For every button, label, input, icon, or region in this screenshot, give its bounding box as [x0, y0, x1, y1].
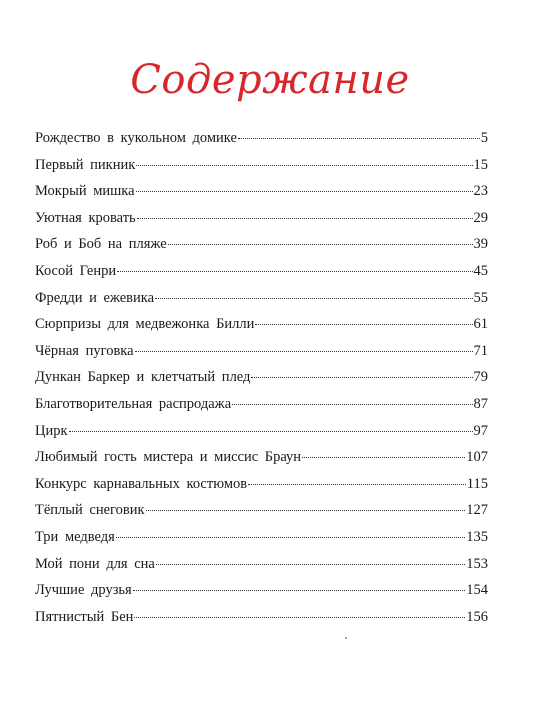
toc-entry-title: Цирк [35, 422, 68, 439]
toc-entry [35, 157, 488, 184]
table-of-contents [35, 130, 488, 635]
toc-entry [35, 529, 488, 556]
dot-leader [302, 457, 465, 458]
dot-leader [137, 218, 473, 219]
toc-entry-title: Дункан Баркер и клетчатый плед [35, 369, 251, 386]
toc-entry-title: Благотворительная распродажа [35, 395, 232, 412]
dot-leader [134, 617, 465, 618]
toc-entry [35, 210, 488, 237]
toc-entry [35, 369, 488, 396]
toc-entry-page: 71 [473, 342, 488, 359]
toc-entry [35, 582, 488, 609]
toc-entry [35, 130, 488, 157]
toc-entry-page: 97 [473, 422, 488, 439]
dot-leader [135, 351, 473, 352]
toc-entry [35, 423, 488, 450]
toc-entry-page: 55 [473, 289, 488, 306]
toc-entry-page: 156 [466, 608, 488, 625]
toc-entry-title: Конкурс карнавальных костюмов [35, 475, 248, 492]
dot-leader [116, 537, 465, 538]
toc-entry-title: Сюрпризы для медвежонка Билли [35, 316, 255, 333]
toc-entry-page: 5 [480, 130, 488, 146]
dot-leader [133, 590, 466, 591]
toc-entry [35, 263, 488, 290]
toc-entry-title: Роб и Боб на пляже [35, 236, 167, 253]
toc-entry [35, 502, 488, 529]
toc-entry-page: 107 [466, 449, 488, 466]
toc-entry-page: 15 [473, 156, 488, 173]
dot-leader [117, 271, 472, 272]
toc-entry-title: Чёрная пуговка [35, 342, 134, 359]
dot-leader [232, 404, 472, 405]
toc-entry [35, 343, 488, 370]
dot-leader [168, 244, 473, 245]
toc-entry [35, 556, 488, 583]
toc-entry [35, 476, 488, 503]
dot-leader [69, 431, 473, 432]
toc-entry [35, 609, 488, 636]
toc-entry-page: 87 [473, 395, 488, 412]
toc-entry-title: Мокрый мишка [35, 183, 135, 200]
toc-entry-page: 79 [473, 369, 488, 386]
toc-entry-title: Тёплый снеговик [35, 502, 145, 519]
toc-entry-title: Любимый гость мистера и миссис Браун [35, 449, 302, 466]
toc-entry-title: Фредди и ежевика [35, 289, 155, 306]
toc-entry [35, 183, 488, 210]
page-title: Содержание [130, 57, 410, 103]
toc-entry-page: 115 [466, 475, 488, 492]
toc-entry-page: 154 [466, 582, 488, 599]
dot-leader [251, 377, 472, 378]
toc-entry-title: Пятнистый Бен [35, 608, 134, 625]
toc-entry-page: 39 [473, 236, 488, 253]
dot-leader [136, 165, 472, 166]
dot-leader [255, 324, 472, 325]
toc-entry-title: Уютная кровать [35, 209, 136, 226]
toc-entry-title: Косой Генри [35, 262, 117, 279]
dot-leader [155, 298, 472, 299]
dot-leader [136, 191, 473, 192]
dot-leader [156, 564, 465, 565]
toc-entry-page: 23 [473, 183, 488, 200]
toc-entry-title: Три медведя [35, 528, 115, 545]
toc-entry-title: Лучшие друзья [35, 582, 132, 599]
dot-leader [248, 484, 466, 485]
toc-entry-page: 61 [473, 316, 488, 333]
toc-entry-page: 127 [466, 502, 488, 519]
toc-entry-page: 135 [466, 528, 488, 545]
toc-entry [35, 290, 488, 317]
toc-entry [35, 316, 488, 343]
toc-entry-page: 45 [473, 262, 488, 279]
toc-entry-title: Первый пикник [35, 156, 136, 173]
paper-speck [345, 637, 347, 639]
toc-entry-title: Рождество в кукольном домике [35, 130, 237, 146]
toc-entry [35, 236, 488, 263]
dot-leader [238, 138, 480, 139]
toc-entry-page: 29 [473, 209, 488, 226]
toc-entry-page: 153 [466, 555, 488, 572]
dot-leader [146, 510, 466, 511]
toc-entry [35, 449, 488, 476]
toc-entry [35, 396, 488, 423]
toc-entry-title: Мой пони для сна [35, 555, 155, 572]
